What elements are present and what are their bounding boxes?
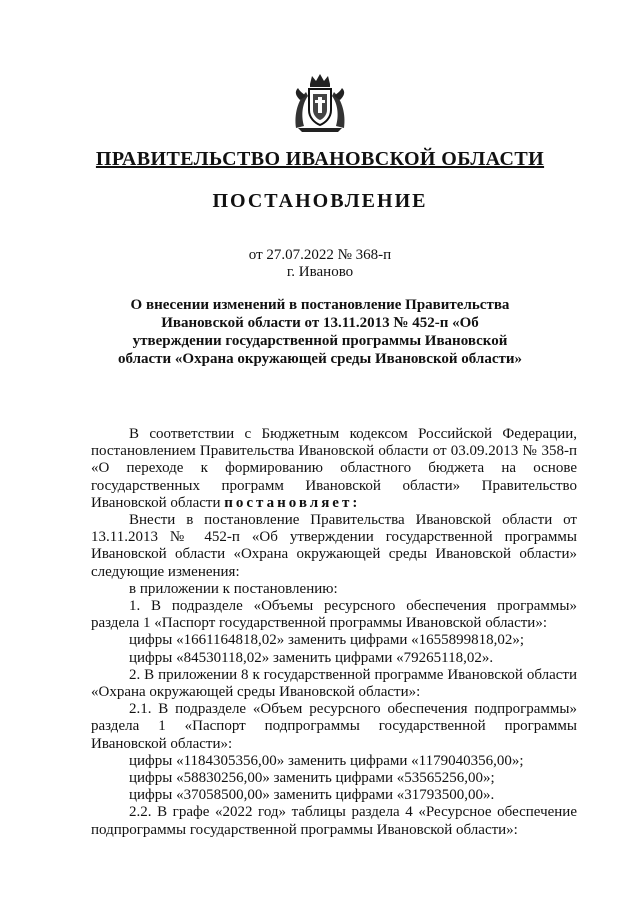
document-meta: [0, 247, 640, 281]
item-1: 1. В подразделе «Объемы ресурсного обеспечения программы» раздела 1 «Паспорт государственной программы Ивановской области»:: [91, 598, 577, 632]
government-title: ПРАВИТЕЛЬСТВО ИВАНОВСКОЙ ОБЛАСТИ: [95, 148, 545, 170]
item-2-1: 2.1. В подразделе «Объем ресурсного обеспечения подпрограммы» раздела 1 «Паспорт подпрограммы государственной программы Ивановской области»:: [91, 701, 577, 752]
document-type-title: ПОСТАНОВЛЕНИЕ: [212, 190, 428, 212]
item-2-2: 2.2. В графе «2022 год» таблицы раздела 4 «Ресурсное обеспечение подпрограммы государственной программы Ивановской области»:: [91, 804, 577, 838]
intro-paragraph: Внести в постановление Правительства Ивановской области от 13.11.2013 № 452-п «Об утверждении государственной программы Ивановской области «Охрана окружающей среды Ивановской области» следующие изменения:: [91, 512, 577, 580]
item-1-a: цифры «1661164818,02» заменить цифрами «1655899818,02»;: [129, 632, 525, 649]
appendix-line: в приложении к постановлению:: [129, 580, 338, 597]
coat-of-arms-emblem-icon: [288, 70, 352, 134]
item-2-1-a: цифры «1184305356,00» заменить цифрами «1179040356,00»;: [129, 752, 524, 769]
decree-word: постановляет:: [224, 494, 361, 511]
city: г. Иваново: [286, 264, 354, 280]
item-1-b: цифры «84530118,02» заменить цифрами «79265118,02».: [129, 649, 494, 666]
item-2: 2. В приложении 8 к государственной программе Ивановской области «Охрана окружающей среды Ивановской области»:: [91, 666, 577, 701]
preamble-text: В соответствии с Бюджетным кодексом Российской Федерации, постановлением Правительства Ивановской области от 03.09.2013 № 358-п «О переходе к формированию областного бюджета на основе государственных программ Ивановской области» Правительство Ивановской области: [91, 426, 577, 511]
item-2-1-b: цифры «58830256,00» заменить цифрами «53565256,00»;: [129, 770, 495, 787]
document-body: [91, 426, 577, 839]
item-2-1-c: цифры «37058500,00» заменить цифрами «31793500,00».: [129, 787, 495, 804]
document-subject: О внесении изменений в постановление Правительства Ивановской области от 13.11.2013 № 452-п «Об утверждении государственной программы Ивановской области «Охрана окружающей среды Ивановской области»: [117, 297, 523, 367]
preamble-paragraph: [91, 426, 577, 512]
date-number: от 27.07.2022 № 368-п: [248, 247, 392, 263]
